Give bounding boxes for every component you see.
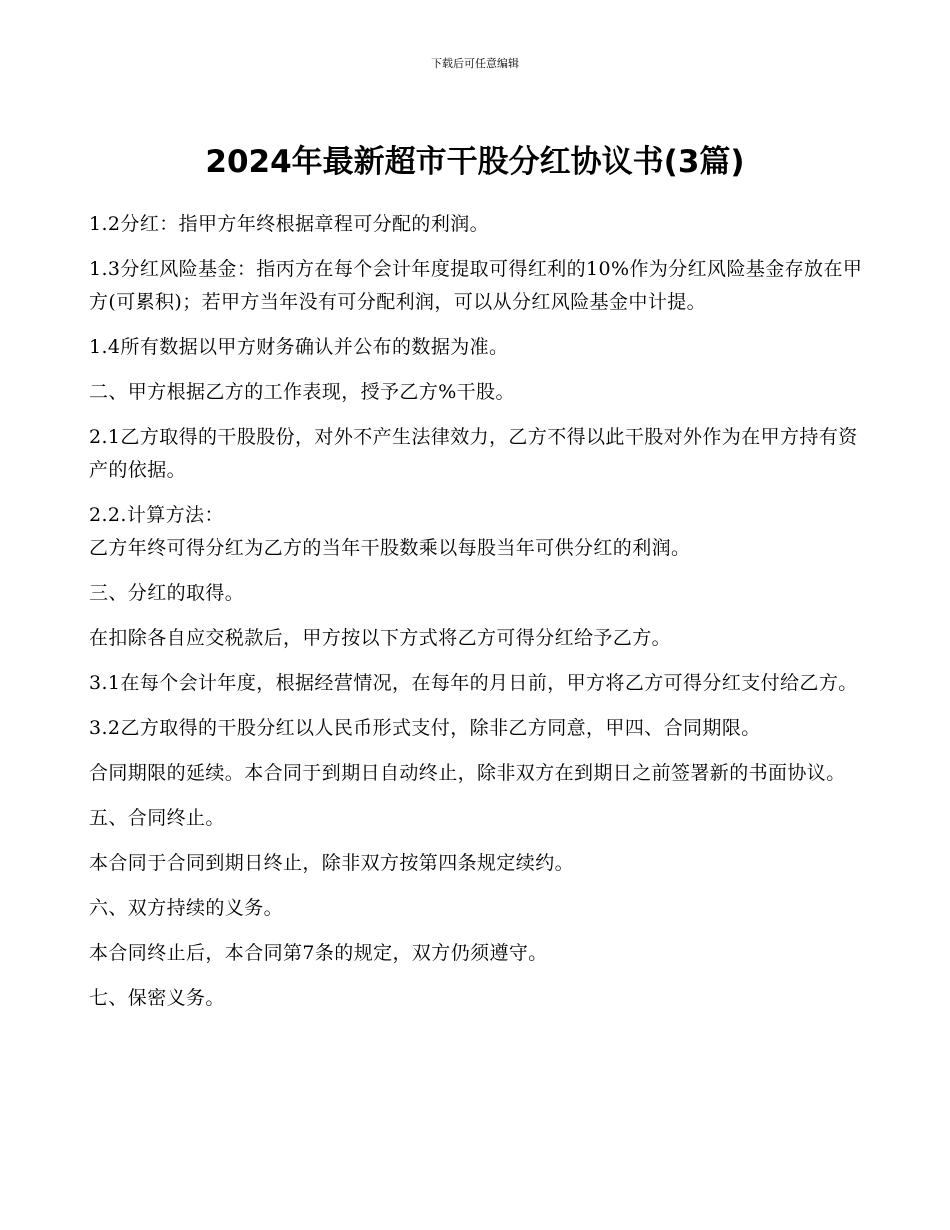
paragraph: 1.2分红：指甲方年终根据章程可分配的利润。 [89, 213, 490, 235]
header-note: 下载后可任意编辑 [431, 57, 519, 70]
paragraph: 二、甲方根据乙方的工作表现，授予乙方%干股。 [89, 381, 515, 403]
paragraph: 本合同终止后，本合同第7条的规定，双方仍须遵守。 [89, 942, 548, 964]
paragraph: 2.2.计算方法： [89, 504, 224, 526]
paragraph: 合同期限的延续。本合同于到期日自动终止，除非双方在到期日之前签署新的书面协议。 [89, 762, 846, 784]
paragraph: 三、分红的取得。 [89, 582, 245, 604]
paragraph: 3.1在每个会计年度，根据经营情况，在每年的月日前，甲方将乙方可得分红支付给乙方。 [89, 672, 858, 694]
paragraph: 乙方年终可得分红为乙方的当年干股数乘以每股当年可供分红的利润。 [89, 537, 691, 559]
paragraph: 六、双方持续的义务。 [89, 897, 284, 919]
paragraph: 2.1乙方取得的干股股份，对外不产生法律效力，乙方不得以此干股对外作为在甲方持有资产的依据。 [89, 426, 858, 481]
paragraph: 在扣除各自应交税款后，甲方按以下方式将乙方可得分红给予乙方。 [89, 627, 672, 649]
paragraph: 3.2乙方取得的干股分红以人民币形式支付，除非乙方同意，甲四、合同期限。 [89, 717, 761, 739]
paragraph: 五、合同终止。 [89, 807, 225, 829]
paragraph: 本合同于合同到期日终止，除非双方按第四条规定续约。 [89, 852, 575, 874]
paragraph: 1.4所有数据以甲方财务确认并公布的数据为准。 [89, 336, 509, 358]
document-body [89, 208, 864, 1027]
paragraph: 七、保密义务。 [89, 987, 225, 1009]
paragraph: 1.3分红风险基金：指丙方在每个会计年度提取可得红利的10%作为分红风险基金存放在甲方(可累积)；若甲方当年没有可分配利润，可以从分红风险基金中计提。 [89, 258, 863, 313]
document-title: 2024年最新超市干股分红协议书(3篇) [205, 144, 745, 180]
